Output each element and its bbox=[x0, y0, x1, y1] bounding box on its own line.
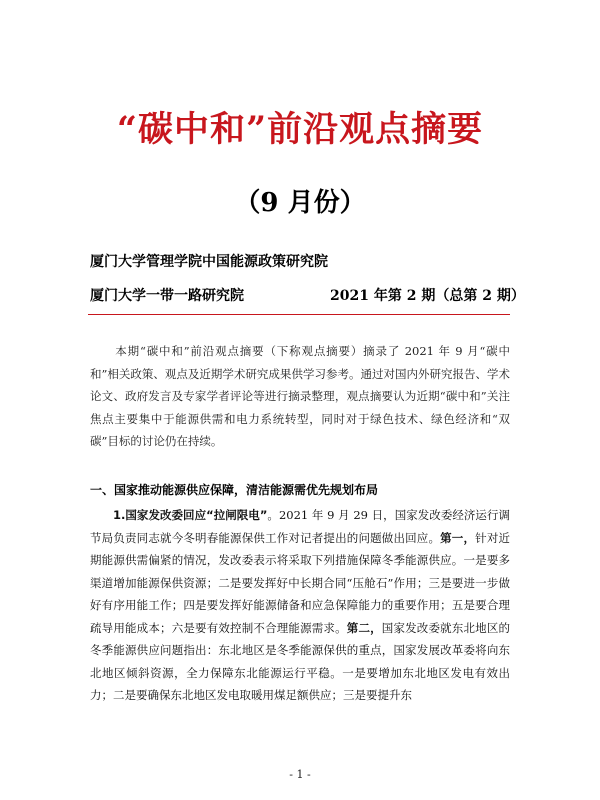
section-heading: 一、国家推动能源供应保障，清洁能源需优先规划布局 bbox=[90, 483, 379, 497]
item-body-first: 针对近期能源供需偏紧的情况，发改委表示将采取下列措施保障冬季能源供应。一是要多渠道增加能源保供资源；二是要发挥好中长期合同“压舱石”作用；三是要进一步做好有序用能工作；四是要发挥好能源储备和应急保障能力的重要作用；五是要合理疏导用能成本；六是要有效控制不合理能源需求。 bbox=[90, 530, 510, 635]
issue-number: 2021 年第 2 期（总第 2 期） bbox=[330, 288, 525, 304]
abstract-paragraph: 本期“碳中和”前沿观点摘要（下称观点摘要）摘录了 2021 年 9 月“碳中和”相关政策、观点及近期学术研究成果供学习参考。通过对国内外研究报告、学术论文、政府发言及专家学者评论等进行摘录整理，观点摘要认为近期“碳中和”关注焦点主要集中于能源供需和电力系统转型，同时对于绿色技术、绿色经济和“双碳”目标的讨论仍在持续。 bbox=[90, 344, 510, 448]
document-subtitle: （9 月份） bbox=[234, 188, 366, 218]
document-title: “碳中和”前沿观点摘要 bbox=[116, 109, 484, 150]
item-heading: 1.国家发改委回应“拉闸限电” bbox=[113, 508, 268, 522]
item-body-intro: 。2021 年 9 月 29 日，国家发改委经济运行调节局负责同志就今冬明春能源保供工作对记者提出的问题做出回应。 bbox=[90, 508, 510, 545]
point-second-label: 第二， bbox=[346, 620, 382, 635]
item-body-second: 国家发改委就东北地区的冬季能源供应问题指出：东北地区是冬季能源保供的重点，国家发展改革委将向东北地区倾斜资源，全力保障东北能源运行平稳。一是要增加东北地区发电有效出力；二是要确保东北地区发电取暖用煤足额供应；三是要提升东 bbox=[90, 620, 511, 702]
header-divider bbox=[88, 314, 510, 315]
page-number: - 1 - bbox=[289, 768, 311, 781]
point-first-label: 第一， bbox=[440, 530, 476, 545]
body-paragraph bbox=[90, 504, 510, 707]
institution-line-1: 厦门大学管理学院中国能源政策研究院 bbox=[90, 254, 328, 270]
institution-line-2: 厦门大学一带一路研究院 bbox=[90, 288, 244, 304]
